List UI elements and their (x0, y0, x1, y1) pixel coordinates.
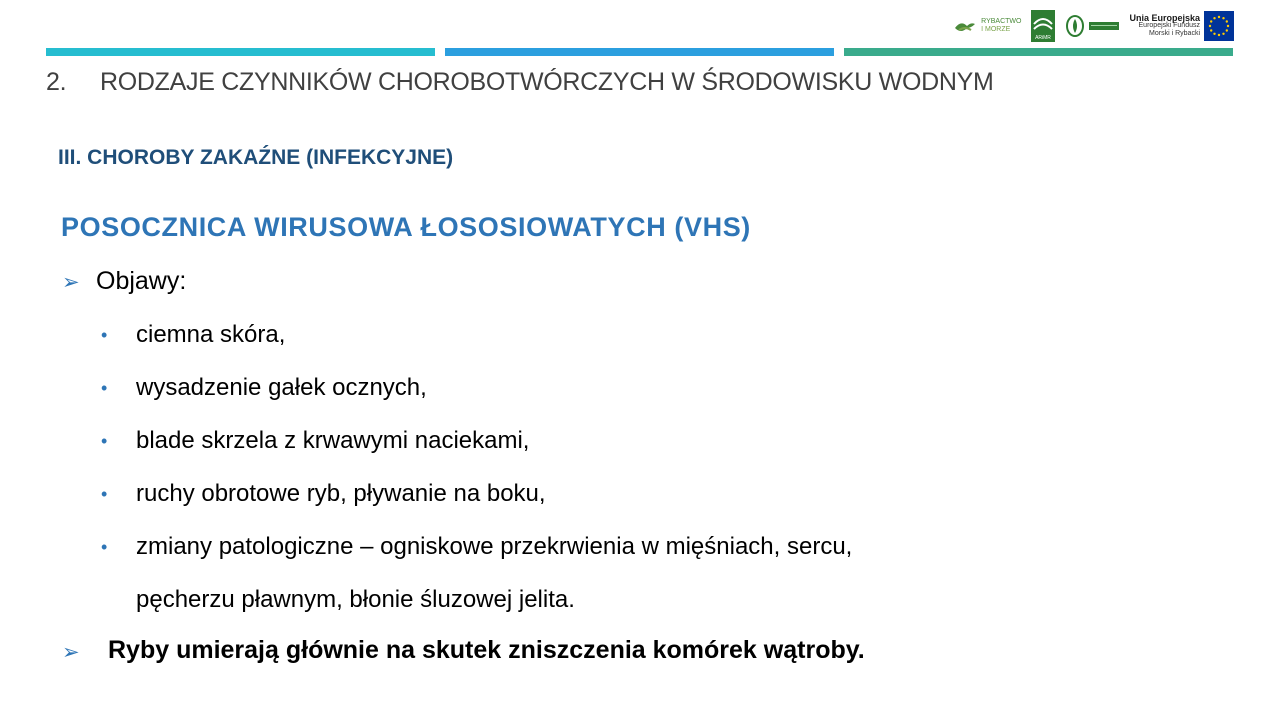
program-bar-icon (1089, 22, 1119, 30)
bullet-dot-icon: • (101, 431, 108, 451)
list-item: ruchy obrotowe ryb, pływanie na boku, (136, 480, 546, 507)
program-logo (1065, 15, 1119, 37)
rybactwo-logo (953, 16, 1021, 36)
list-item: wysadzenie gałek ocznych, (136, 374, 427, 401)
arimr-logo (1031, 10, 1055, 42)
list-item: ciemna skóra, (136, 321, 286, 348)
eu-logo (1129, 11, 1234, 41)
section-title-text: RODZAJE CZYNNIKÓW CHOROBOTWÓRCZYCH W ŚRODOWISKU WODNYM (100, 68, 994, 96)
eu-title: Unia Europejska (1129, 13, 1200, 23)
header-color-bars (46, 48, 1233, 56)
i-morze-text: I MORZE (981, 26, 1011, 33)
bullet-dot-icon: • (101, 325, 108, 345)
list-item: blade skrzela z krwawymi naciekami, (136, 427, 530, 454)
eu-fund-line1: Europejski Fundusz (1138, 22, 1200, 29)
bullet-dot-icon: • (101, 537, 108, 557)
arrow-bullet-icon: ➢ (62, 271, 80, 294)
color-bar-blue (445, 48, 834, 56)
disease-heading: POSOCZNICA WIRUSOWA ŁOSOSIOWATYCH (VHS) (61, 212, 751, 242)
eu-fund-line2: Morski i Rybacki (1149, 30, 1200, 37)
color-bar-green (844, 48, 1233, 56)
arrow-bullet-icon: ➢ (62, 641, 80, 664)
conclusion-text: Ryby umierają głównie na skutek zniszczenia komórek wątroby. (108, 636, 865, 664)
fish-bird-icon (953, 16, 977, 36)
subtitle: III. CHOROBY ZAKAŹNE (INFEKCYJNE) (58, 146, 454, 169)
leaf-circle-icon (1065, 15, 1085, 37)
bullet-dot-icon: • (101, 378, 108, 398)
bullet-dot-icon: • (101, 484, 108, 504)
arimr-emblem-icon (1031, 10, 1055, 42)
eu-flag-icon (1204, 11, 1234, 41)
partner-logos (953, 6, 1234, 46)
list-item-continuation: pęcherzu pławnym, błonie śluzowej jelita. (136, 586, 575, 613)
section-title (46, 68, 994, 97)
rybactwo-text: RYBACTWO (981, 18, 1022, 25)
section-number: 2. (46, 68, 67, 96)
color-bar-teal (46, 48, 435, 56)
symptoms-label: Objawy: (96, 267, 187, 295)
arimr-label: ARiMR (1035, 35, 1052, 41)
list-item: zmiany patologiczne – ogniskowe przekrwienia w mięśniach, sercu, (136, 533, 853, 560)
